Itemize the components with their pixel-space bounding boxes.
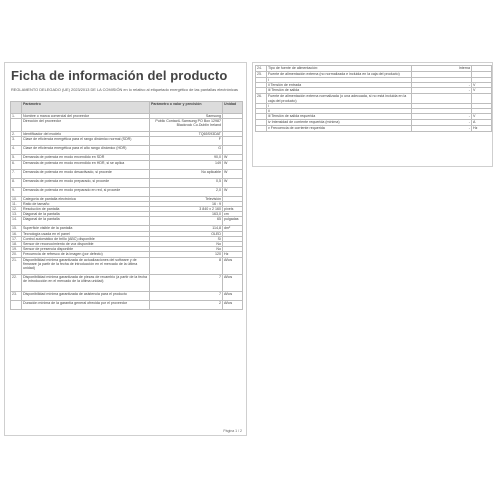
table-row: [11, 178, 243, 187]
row-label: v Frecuencia de corriente requerida: [267, 126, 412, 132]
row-unit: W: [223, 160, 243, 169]
row-value: TQ65S93DAT: [150, 132, 223, 137]
row-value: Public ContactL Samsung PO Box 12987 Blackrock Co.Dublin Ireland: [150, 119, 223, 132]
row-number: 2.: [11, 132, 22, 137]
row-value: 114,8: [150, 226, 223, 231]
page-title: Ficha de información del producto: [11, 68, 228, 83]
row-number: 23.: [11, 291, 22, 300]
row-label: Categoría de pantalla electrónica: [22, 196, 150, 201]
table-row: [256, 94, 492, 103]
row-value: No: [150, 247, 223, 252]
row-unit: pulgadas: [223, 217, 243, 226]
table-header-row: [11, 102, 243, 114]
row-number: 10.: [11, 196, 22, 201]
row-number: 13.: [11, 212, 22, 217]
row-label: Disponibilidad mínima garantizada de asistencia para el producto: [22, 291, 150, 300]
product-info-table: [10, 101, 243, 310]
row-value: 90,0: [150, 155, 223, 160]
row-unit: [223, 119, 243, 132]
page-number: Página 1 / 2: [223, 429, 242, 433]
row-unit: Años: [223, 291, 243, 300]
row-unit: A: [472, 120, 492, 126]
header-number: [11, 102, 22, 114]
row-label: Clase de eficiencia energética para el alto rango dinámico (HDR): [22, 146, 150, 155]
header-unit: Unidad: [223, 102, 243, 114]
row-unit: Años: [223, 300, 243, 309]
row-value: G: [150, 146, 223, 155]
row-number: 16.: [11, 231, 22, 236]
row-unit: Hz: [223, 252, 243, 257]
table-row: [256, 126, 492, 132]
row-number: 11.: [11, 201, 22, 206]
row-label: Demanda de potencia en modo encendido en HDR, si se aplica: [22, 160, 150, 169]
row-unit: Hz: [472, 126, 492, 132]
row-number: 25.: [256, 72, 267, 78]
row-label: i: [267, 78, 412, 83]
row-value: Televisión: [150, 196, 223, 201]
row-value: OLED: [150, 231, 223, 236]
row-label: iv Intensidad de corriente requerida (mínima): [267, 120, 412, 126]
row-label: ii Tensión de entrada: [267, 83, 412, 88]
product-sheet-page-2: [252, 62, 493, 167]
table-row: [11, 160, 243, 169]
regulation-intro: REGLAMENTO DELEGADO (UE) 2023/2013 DE LA COMISIÓN en lo relativo al etiquetado energético de las pantallas electrónicas: [11, 87, 238, 92]
row-value: 8: [150, 257, 223, 274]
row-value: Samsung: [150, 114, 223, 119]
row-unit: W: [223, 155, 243, 160]
row-label: Clase de eficiencia energética para el rango dinámico normal (SDR): [22, 137, 150, 146]
row-unit: [223, 146, 243, 155]
row-value: 2,0: [150, 187, 223, 196]
row-label: Ratio de tamaño: [22, 201, 150, 206]
row-label: Demanda de potencia en modo preparado, si procede: [22, 178, 150, 187]
row-value: Sí: [150, 236, 223, 241]
row-number: 18.: [11, 242, 22, 247]
row-value: [412, 94, 472, 103]
row-label: i: [267, 103, 412, 108]
row-label: Sensor de presencia disponible: [22, 247, 150, 252]
row-value: 149: [150, 160, 223, 169]
table-row: [11, 300, 243, 309]
row-value: -: [412, 114, 472, 120]
row-value: 0,5: [150, 178, 223, 187]
row-number: 3.: [11, 137, 22, 146]
row-number: 17.: [11, 236, 22, 241]
row-unit: [223, 137, 243, 146]
row-unit: píxels: [223, 207, 243, 212]
row-label: iii Tensión de salida: [267, 88, 412, 94]
row-label: Identificador del modelo: [22, 132, 150, 137]
row-unit: V: [472, 88, 492, 94]
row-label: ii: [267, 109, 412, 114]
power-supply-body: [256, 66, 492, 132]
row-label: iii Tensión de salida requerida: [267, 114, 412, 120]
table-row: [11, 274, 243, 291]
row-number: 26.: [256, 94, 267, 103]
product-info-body: [11, 114, 243, 310]
row-value: 7: [150, 291, 223, 300]
row-number: 20.: [11, 252, 22, 257]
row-value: Interna: [412, 66, 472, 72]
product-sheet-page-1: [4, 62, 247, 436]
table-row: [11, 257, 243, 274]
table-row: [11, 217, 243, 226]
row-label: Sensor de reconocimiento de voz disponible: [22, 242, 150, 247]
row-number: 24.: [256, 66, 267, 72]
row-label: Duración mínima de la garantía general ofrecida por el proveedor: [22, 300, 150, 309]
row-value: 120: [150, 252, 223, 257]
row-label: Disponibilidad mínima garantizada de piezas de recambio (a partir de la fecha de introducción en el mercado de la última unidad): [22, 274, 150, 291]
row-number: 1.: [11, 114, 22, 119]
row-label: Disponibilidad mínima garantizada de actualizaciones del software y de firmware (a partir de la fecha de introducción en el mercado de la última unidad): [22, 257, 150, 274]
row-number: 6.: [11, 160, 22, 169]
header-value: Parámetro o valor y precisión: [150, 102, 223, 114]
row-unit: W: [223, 178, 243, 187]
row-label: Demanda de potencia en modo preparado en red, si procede: [22, 187, 150, 196]
row-label: Diagonal de la pantalla: [22, 217, 150, 226]
row-label: Demanda de potencia en modo desactivado, si procede: [22, 169, 150, 178]
table-row: [11, 187, 243, 196]
row-value: F: [150, 137, 223, 146]
row-number: 14.: [11, 217, 22, 226]
table-row: [11, 137, 243, 146]
row-number: 7.: [11, 169, 22, 178]
row-unit: Años: [223, 257, 243, 274]
table-row: [11, 119, 243, 132]
row-label: Control automático de brillo (ABC) disponible: [22, 236, 150, 241]
row-label: Frecuencia de refresco de la imagen (por defecto): [22, 252, 150, 257]
row-value: No: [150, 242, 223, 247]
header-parameter: Parámetro: [22, 102, 150, 114]
row-label: Dirección del proveedor: [22, 119, 150, 132]
row-value: 7: [150, 274, 223, 291]
row-value: No aplicable: [150, 169, 223, 178]
row-value: 16 : 9: [150, 201, 223, 206]
row-value: 65: [150, 217, 223, 226]
row-unit: V: [472, 114, 492, 120]
row-label: Tipo de fuente de alimentación:: [267, 66, 412, 72]
row-number: 22.: [11, 274, 22, 291]
row-unit: [472, 94, 492, 103]
table-row: [11, 169, 243, 178]
row-number: 8.: [11, 178, 22, 187]
row-label: Superficie visible de la pantalla: [22, 226, 150, 231]
row-unit: W: [223, 187, 243, 196]
row-label: Resolución de pantalla: [22, 207, 150, 212]
row-unit: V: [472, 83, 492, 88]
row-number: [256, 126, 267, 132]
row-label: Diagonal de la pantalla: [22, 212, 150, 217]
table-row: [11, 146, 243, 155]
row-number: [11, 119, 22, 132]
row-number: 19.: [11, 247, 22, 252]
row-value: 2: [150, 300, 223, 309]
row-number: 21.: [11, 257, 22, 274]
row-value: 3 840 x 2 160: [150, 207, 223, 212]
row-unit: dm²: [223, 226, 243, 231]
row-number: 9.: [11, 187, 22, 196]
row-value: -: [412, 126, 472, 132]
row-label: Fuente de alimentación externa normalizada (o una adecuada, si no está incluida en la caja del producto): [267, 94, 412, 103]
row-value: -: [412, 83, 472, 88]
row-number: 5.: [11, 155, 22, 160]
row-label: Fuente de alimentación externa (no normalizada e incluida en la caja del producto): [267, 72, 412, 78]
row-label: Tecnología usada en el panel: [22, 231, 150, 236]
row-unit: W: [223, 169, 243, 178]
row-value: -: [412, 120, 472, 126]
row-number: 4.: [11, 146, 22, 155]
row-number: 15.: [11, 226, 22, 231]
row-unit: cm: [223, 212, 243, 217]
table-row: [11, 291, 243, 300]
row-label: Demanda de potencia en modo encendido en SDR: [22, 155, 150, 160]
row-value: -: [412, 88, 472, 94]
row-number: [11, 300, 22, 309]
row-value: 163,0: [150, 212, 223, 217]
row-unit: Años: [223, 274, 243, 291]
power-supply-table: [255, 65, 492, 132]
row-number: 12.: [11, 207, 22, 212]
row-label: Nombre o marca comercial del proveedor: [22, 114, 150, 119]
